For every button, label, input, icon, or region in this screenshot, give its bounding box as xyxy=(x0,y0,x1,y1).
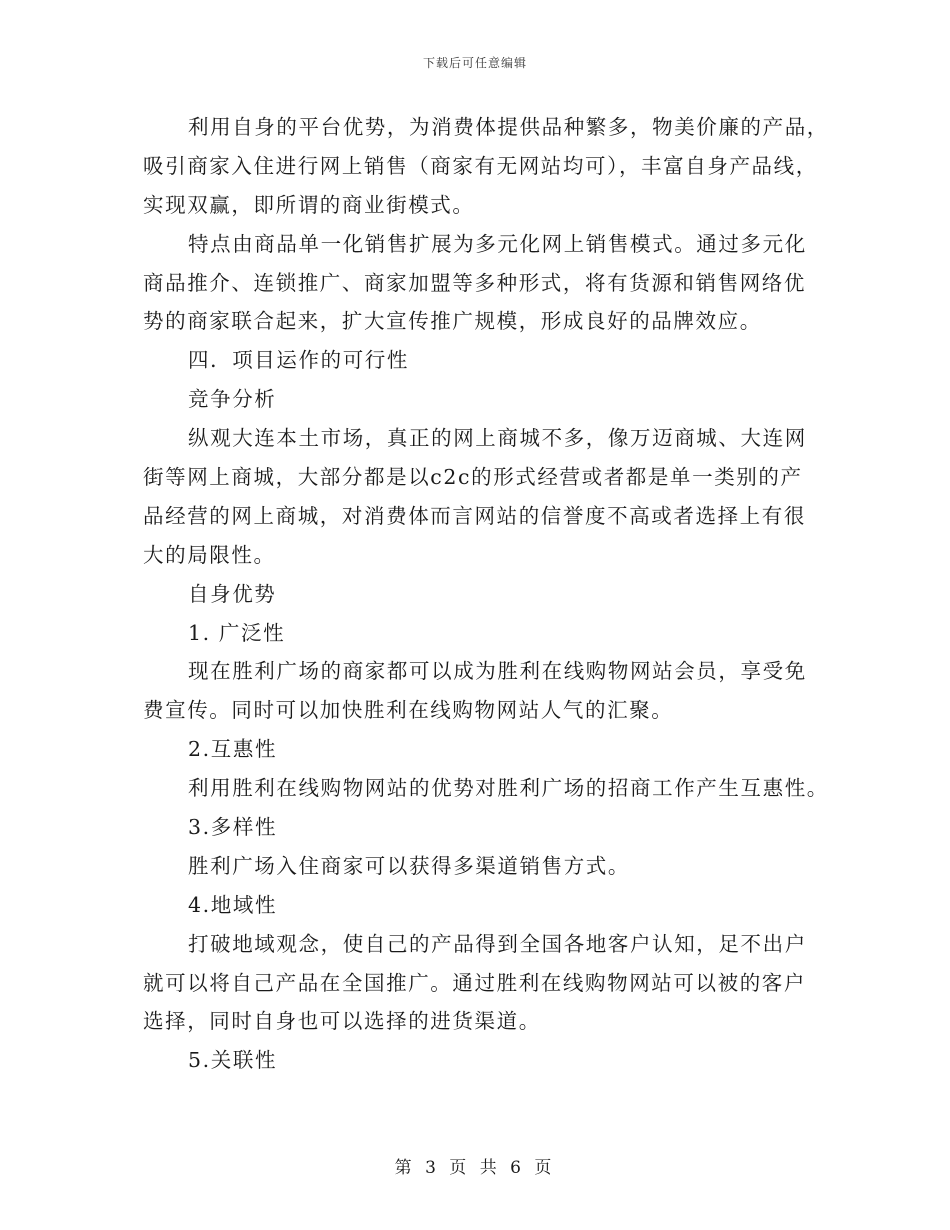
paragraph-line: 费宣传。同时可以加快胜利在线购物网站人气的汇聚。 xyxy=(143,698,674,723)
paragraph-line: 势的商家联合起来，扩大宣传推广规模，形成良好的品牌效应。 xyxy=(143,309,762,334)
paragraph-line: 大的局限性。 xyxy=(143,542,276,567)
paragraph-line: 打破地域观念，使自己的产品得到全国各地客户认知，足不出户 xyxy=(188,931,807,956)
paragraph-line: 吸引商家入住进行网上销售（商家有无网站均可），丰富自身产品线， xyxy=(143,153,818,178)
paragraph-line: 现在胜利广场的商家都可以成为胜利在线购物网站会员，享受免 xyxy=(188,659,807,684)
list-item-heading: 4.地域性 xyxy=(188,892,278,917)
list-item-heading: 1. 广泛性 xyxy=(188,620,286,645)
page-header: 下载后可任意编辑 xyxy=(422,56,527,70)
paragraph-line: 特点由商品单一化销售扩展为多元化网上销售模式。通过多元化 xyxy=(188,231,807,256)
paragraph-line: 纵观大连本土市场，真正的网上商城不多，像万迈商城、大连网 xyxy=(188,426,807,451)
list-item-heading: 3.多样性 xyxy=(188,815,278,840)
section-heading: 四．项目运作的可行性 xyxy=(188,348,409,373)
paragraph-line: 就可以将自己产品在全国推广。通过胜利在线购物网站可以被的客户 xyxy=(143,970,806,995)
paragraph-line: 品经营的网上商城，对消费体而言网站的信誉度不高或者选择上有很 xyxy=(143,503,806,528)
list-item-heading: 5.关联性 xyxy=(188,1048,278,1073)
page-number-footer: 第 3 页 共 6 页 xyxy=(394,1158,556,1178)
document-body xyxy=(143,108,829,1080)
paragraph-line: 街等网上商城，大部分都是以c2c的形式经营或者都是单一类别的产 xyxy=(143,465,803,490)
list-item-heading: 2.互惠性 xyxy=(188,737,278,762)
paragraph-line: 商品推介、连锁推广、商家加盟等多种形式，将有货源和销售网络优 xyxy=(143,270,806,295)
subsection-heading: 竞争分析 xyxy=(188,387,277,412)
paragraph-line: 实现双赢，即所谓的商业街模式。 xyxy=(143,192,475,217)
paragraph-line: 利用胜利在线购物网站的优势对胜利广场的招商工作产生互惠性。 xyxy=(188,776,829,801)
paragraph-line: 选择，同时自身也可以选择的进货渠道。 xyxy=(143,1009,541,1034)
paragraph-line: 利用自身的平台优势，为消费体提供品种繁多，物美价廉的产品， xyxy=(188,115,829,139)
paragraph-line: 胜利广场入住商家可以获得多渠道销售方式。 xyxy=(188,853,630,878)
subsection-heading: 自身优势 xyxy=(188,581,277,606)
